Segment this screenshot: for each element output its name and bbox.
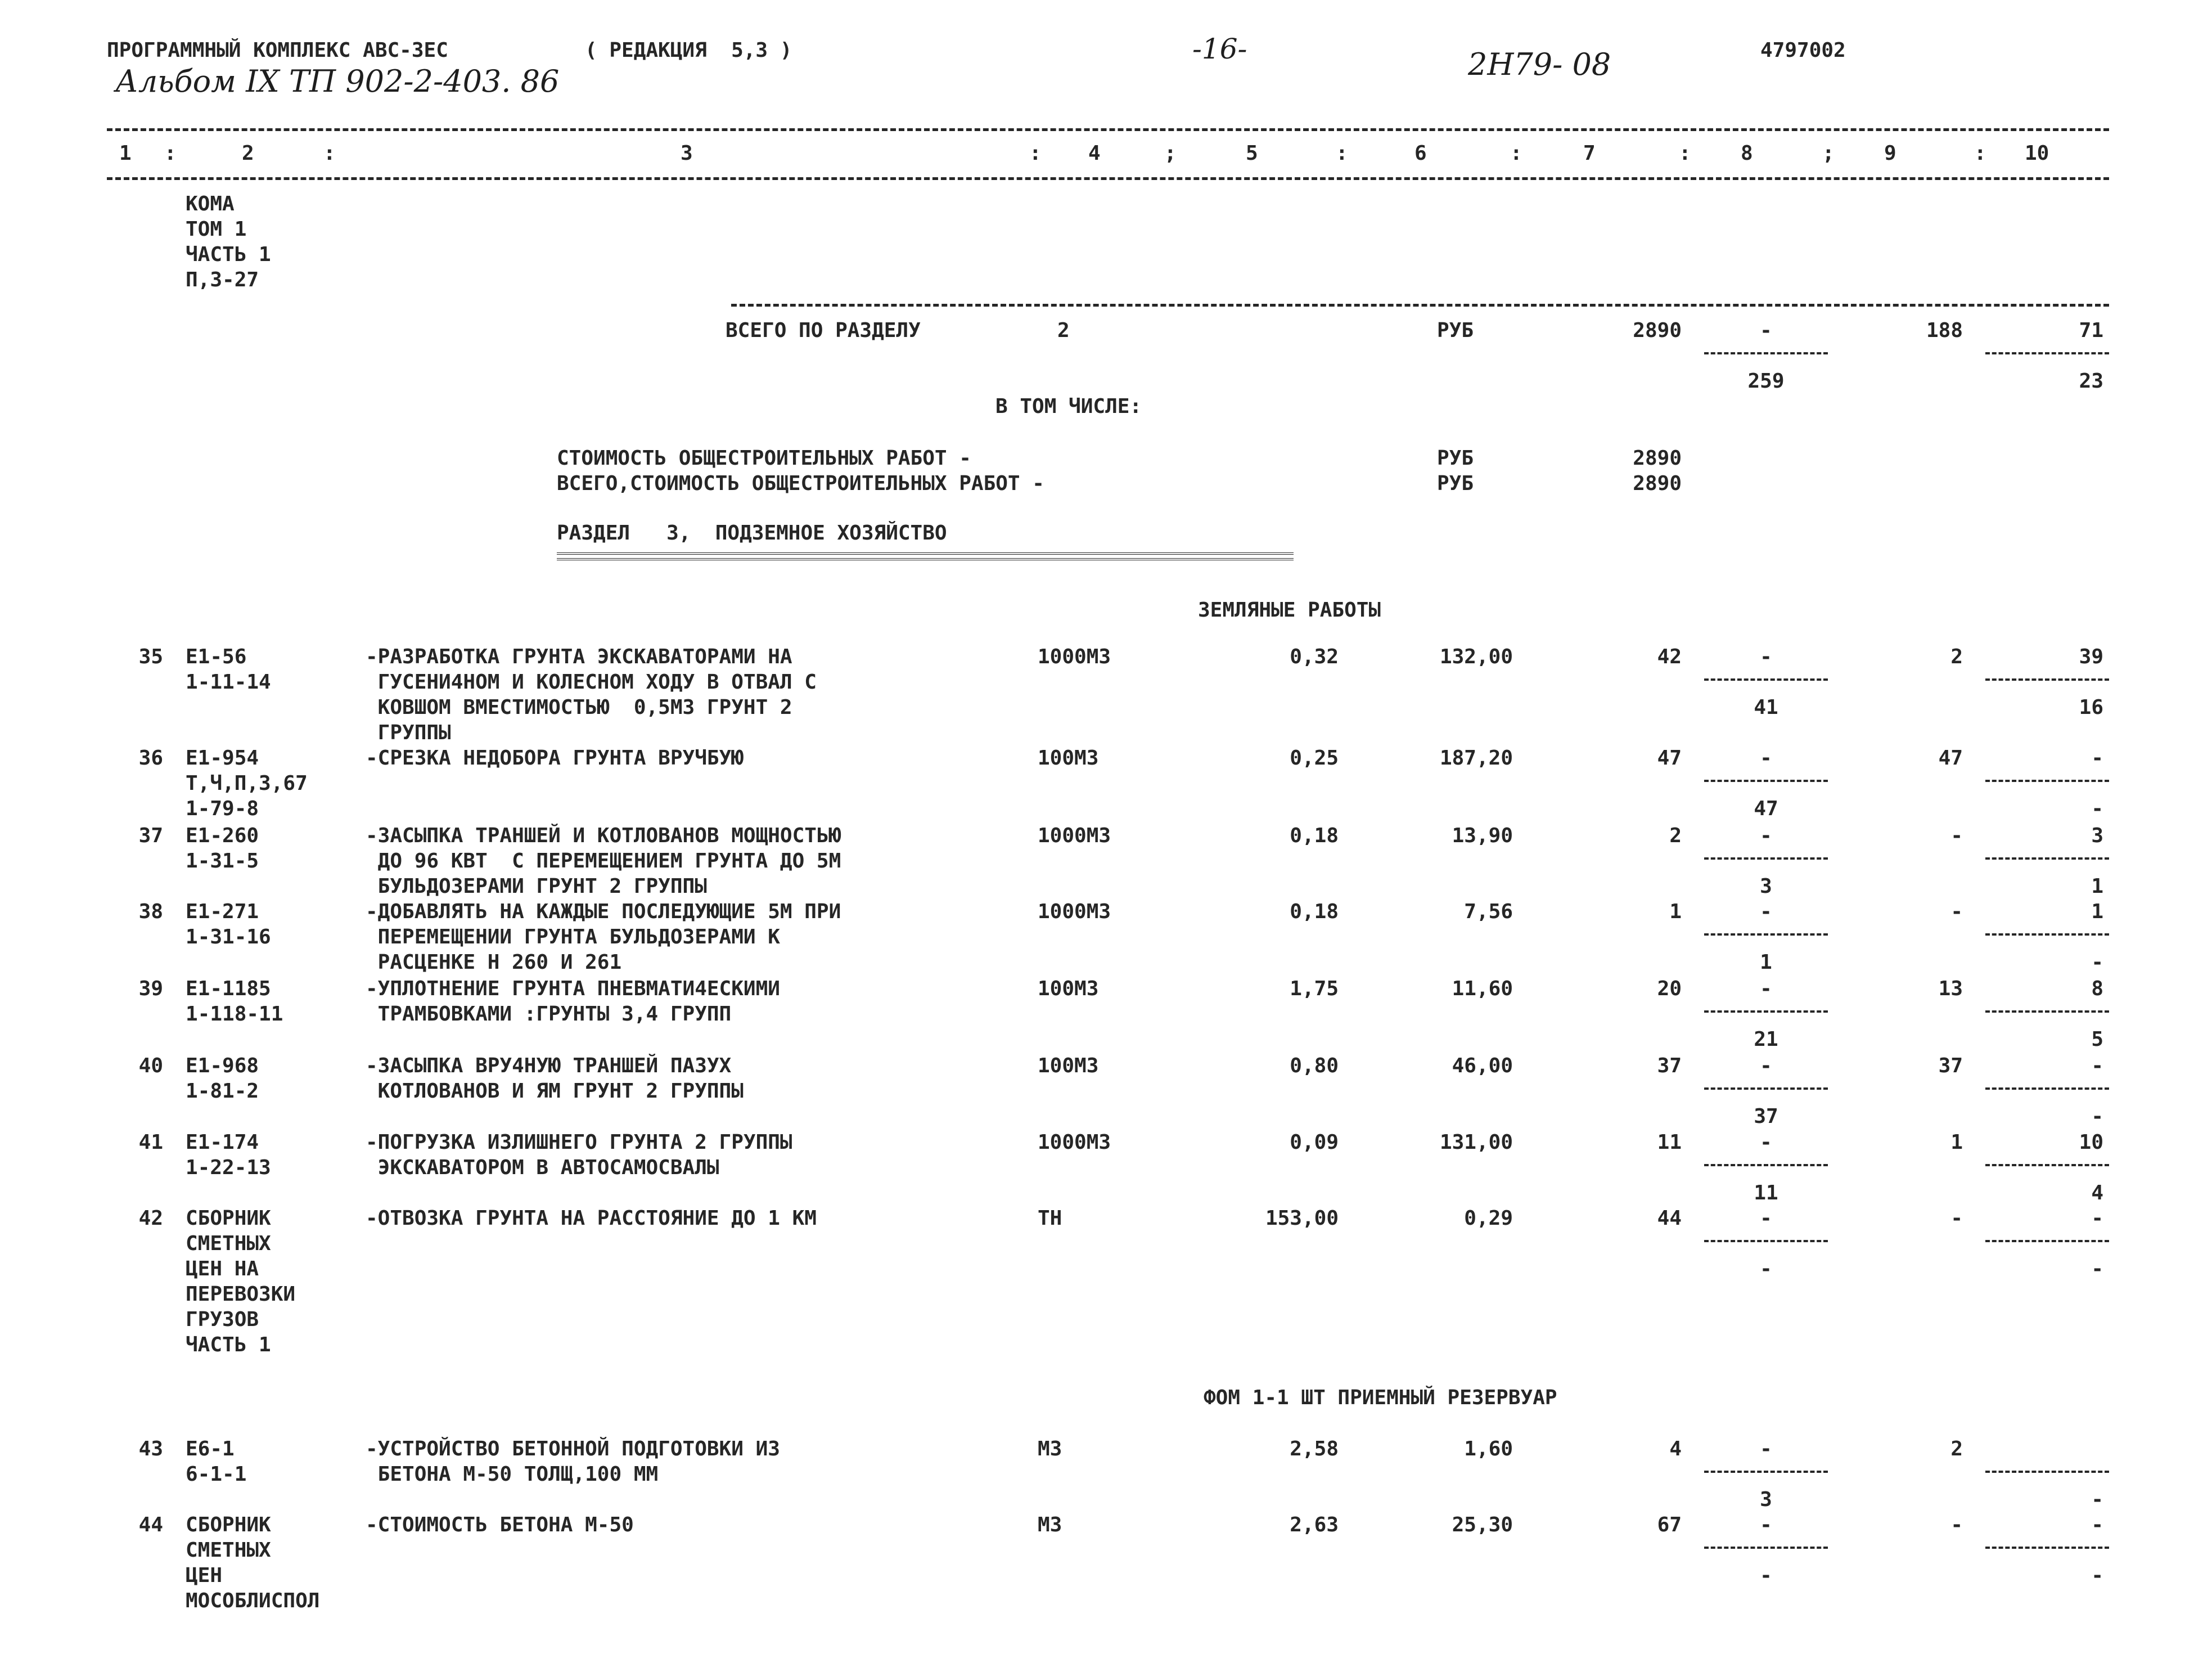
- row-number: 37: [138, 824, 163, 847]
- column-3: 3: [681, 142, 693, 165]
- row-col10-bottom: -: [2091, 1564, 2103, 1587]
- source-note-line: ТОМ 1: [186, 218, 247, 241]
- total-rule: [731, 304, 2109, 307]
- row-col10-top: 39: [2079, 645, 2103, 668]
- fraction-line: [1985, 1471, 2109, 1473]
- row-code: 1-81-2: [186, 1080, 259, 1103]
- row-col10-top: 8: [2091, 977, 2103, 1000]
- row-col9: 47: [1938, 747, 1963, 770]
- row-unit-price: 13,90: [1452, 824, 1513, 847]
- row-col10-bottom: 5: [2091, 1028, 2103, 1051]
- row-unit-price: 132,00: [1439, 645, 1513, 668]
- row-code: Е1-954: [186, 747, 259, 770]
- source-note-line: ЧАСТЬ 1: [186, 243, 271, 266]
- row-description: -УПЛОТНЕНИЕ ГРУНТА ПНЕВМАТИ4ЕСКИМИ: [366, 977, 780, 1000]
- row-number: 39: [138, 977, 163, 1000]
- fraction-line: [1985, 1240, 2109, 1242]
- page-number: -16-: [1192, 33, 1247, 65]
- row-code: Е1-174: [186, 1131, 259, 1154]
- row-unit: 1000М3: [1038, 900, 1111, 923]
- row-col8-bottom: 3: [1760, 1488, 1772, 1511]
- row-col8-bottom: 37: [1754, 1105, 1778, 1128]
- row-col10-bottom: 4: [2091, 1181, 2103, 1204]
- row-description: КОТЛОВАНОВ И ЯМ ГРУНТ 2 ГРУППЫ: [366, 1080, 744, 1103]
- row-col8-top: -: [1760, 747, 1772, 770]
- column-4: 4: [1088, 142, 1101, 165]
- section-title: РАЗДЕЛ 3, ПОДЗЕМНОЕ ХОЗЯЙСТВО: [557, 522, 947, 545]
- row-total: 2: [1669, 824, 1682, 847]
- fraction-line: [1985, 678, 2109, 681]
- row-code: СМЕТНЫХ: [186, 1232, 271, 1255]
- total-col7: 2890: [1633, 319, 1682, 342]
- row-col8-bottom: 1: [1760, 951, 1772, 974]
- row-col10-top: 10: [2079, 1131, 2103, 1154]
- row-col8-bottom: 41: [1754, 696, 1778, 719]
- separator: ;: [1822, 142, 1835, 165]
- row-quantity: 0,25: [1290, 747, 1339, 770]
- row-col9: -: [1950, 900, 1963, 923]
- row-quantity: 153,00: [1265, 1207, 1339, 1230]
- summary-unit: РУБ: [1437, 447, 1474, 470]
- row-unit: ТН: [1038, 1207, 1062, 1230]
- row-col8-bottom: 3: [1760, 875, 1772, 898]
- row-col8-bottom: 11: [1754, 1181, 1778, 1204]
- row-col8-top: -: [1760, 1207, 1772, 1230]
- summary-unit: РУБ: [1437, 472, 1474, 495]
- row-code: 1-22-13: [186, 1156, 271, 1179]
- row-col10-bottom: -: [2091, 951, 2103, 974]
- edition: ( РЕДАКЦИЯ 5,3 ): [585, 39, 792, 62]
- earthworks-heading: ЗЕМЛЯНЫЕ РАБОТЫ: [1198, 599, 1381, 622]
- row-code: Е6-1: [186, 1437, 235, 1460]
- row-description: ПЕРЕМЕЩЕНИИ ГРУНТА БУЛЬДОЗЕРАМИ К: [366, 925, 780, 949]
- row-col9: 37: [1938, 1054, 1963, 1077]
- separator: :: [1679, 142, 1691, 165]
- row-total: 42: [1657, 645, 1682, 668]
- column-1: 1: [119, 142, 132, 165]
- row-col8-bottom: 47: [1754, 797, 1778, 820]
- row-description: -РАЗРАБОТКА ГРУНТА ЭКСКАВАТОРАМИ НА: [366, 645, 792, 668]
- row-description: -ЗАСЫПКА ТРАНШЕЙ И КОТЛОВАНОВ МОЩНОСТЬЮ: [366, 824, 841, 847]
- fraction-line: [1985, 1087, 2109, 1090]
- row-description: -УСТРОЙСТВО БЕТОННОЙ ПОДГОТОВКИ ИЗ: [366, 1437, 780, 1460]
- source-note-line: КОМА: [186, 192, 235, 215]
- summary-label: ВСЕГО,СТОИМОСТЬ ОБЩЕСТРОИТЕЛЬНЫХ РАБОТ -: [557, 472, 1044, 495]
- fraction-line: [1704, 780, 1828, 782]
- row-unit-price: 11,60: [1452, 977, 1513, 1000]
- row-description: ДО 96 КВТ С ПЕРЕМЕЩЕНИЕМ ГРУНТА ДО 5М: [366, 850, 841, 873]
- row-description: РАСЦЕНКЕ Н 260 И 261: [366, 951, 622, 974]
- row-code: ЦЕН НА: [186, 1257, 259, 1280]
- row-unit-price: 131,00: [1439, 1131, 1513, 1154]
- source-note-line: П,3-27: [186, 268, 259, 291]
- row-quantity: 0,18: [1290, 824, 1339, 847]
- row-col8-bottom: -: [1760, 1257, 1772, 1280]
- row-quantity: 0,80: [1290, 1054, 1339, 1077]
- row-code: Е1-1185: [186, 977, 271, 1000]
- row-col8-bottom: 21: [1754, 1028, 1778, 1051]
- program-name: ПРОГРАММНЫЙ КОМПЛЕКС АВС-3ЕС: [107, 39, 448, 62]
- row-code: Е1-56: [186, 645, 247, 668]
- row-number: 44: [138, 1513, 163, 1536]
- row-description: -ДОБАВЛЯТЬ НА КАЖДЫЕ ПОСЛЕДУЮЩИЕ 5М ПРИ: [366, 900, 841, 923]
- row-col9: -: [1950, 1207, 1963, 1230]
- separator: :: [1974, 142, 1986, 165]
- row-description: ГУСЕНИ4НОМ И КОЛЕСНОМ ХОДУ В ОТВАЛ С: [366, 671, 817, 694]
- row-description: БУЛЬДОЗЕРАМИ ГРУНТ 2 ГРУППЫ: [366, 875, 707, 898]
- row-code: Е1-260: [186, 824, 259, 847]
- separator: :: [1336, 142, 1348, 165]
- row-col8-top: -: [1760, 1437, 1772, 1460]
- row-description: -ОТВОЗКА ГРУНТА НА РАССТОЯНИЕ ДО 1 КМ: [366, 1207, 817, 1230]
- row-col8-top: -: [1760, 900, 1772, 923]
- row-col10-top: -: [2091, 747, 2103, 770]
- row-col9: -: [1950, 1513, 1963, 1536]
- document-code: 4797002: [1760, 39, 1846, 62]
- row-total: 4: [1669, 1437, 1682, 1460]
- row-quantity: 2,58: [1290, 1437, 1339, 1460]
- row-unit: 1000М3: [1038, 645, 1111, 668]
- total-col10-bottom: 23: [2079, 370, 2103, 393]
- row-code: ПЕРЕВОЗКИ: [186, 1283, 296, 1306]
- row-col10-bottom: 1: [2091, 875, 2103, 898]
- row-code: 1-79-8: [186, 797, 259, 820]
- row-description: -ПОГРУЗКА ИЗЛИШНЕГО ГРУНТА 2 ГРУППЫ: [366, 1131, 792, 1154]
- summary-label: СТОИМОСТЬ ОБЩЕСТРОИТЕЛЬНЫХ РАБОТ -: [557, 447, 971, 470]
- total-col8-top: -: [1760, 319, 1772, 342]
- row-col9: 2: [1950, 1437, 1963, 1460]
- row-quantity: 0,09: [1290, 1131, 1339, 1154]
- fraction-line: [1704, 1547, 1828, 1549]
- fraction-line: [1704, 1164, 1828, 1166]
- row-quantity: 0,32: [1290, 645, 1339, 668]
- row-total: 20: [1657, 977, 1682, 1000]
- row-unit: М3: [1038, 1513, 1062, 1536]
- row-unit: 100М3: [1038, 977, 1099, 1000]
- row-number: 43: [138, 1437, 163, 1460]
- column-7: 7: [1583, 142, 1596, 165]
- row-description: ГРУППЫ: [366, 721, 451, 744]
- separator: :: [323, 142, 336, 165]
- column-5: 5: [1246, 142, 1258, 165]
- row-unit-price: 46,00: [1452, 1054, 1513, 1077]
- total-col9: 188: [1926, 319, 1963, 342]
- row-unit: 1000М3: [1038, 1131, 1111, 1154]
- row-col10-top: -: [2091, 1207, 2103, 1230]
- row-description: -СРЕЗКА НЕДОБОРА ГРУНТА ВРУЧБУЮ: [366, 747, 744, 770]
- row-code: ГРУЗОВ: [186, 1308, 259, 1331]
- row-code: 1-11-14: [186, 671, 271, 694]
- total-unit: РУБ: [1437, 319, 1474, 342]
- column-10: 10: [2025, 142, 2049, 165]
- row-col8-top: -: [1760, 1131, 1772, 1154]
- summary-value: 2890: [1633, 447, 1682, 470]
- separator: :: [164, 142, 177, 165]
- total-col8-bottom: 259: [1747, 370, 1785, 393]
- row-col10-bottom: -: [2091, 797, 2103, 820]
- fraction-line: [1985, 1010, 2109, 1013]
- row-col9: 1: [1950, 1131, 1963, 1154]
- row-col8-top: -: [1760, 1054, 1772, 1077]
- fraction-line: [1704, 1240, 1828, 1242]
- separator: :: [1029, 142, 1042, 165]
- header-rule-bottom: [107, 177, 2109, 180]
- row-code: 6-1-1: [186, 1463, 247, 1486]
- row-col10-bottom: -: [2091, 1257, 2103, 1280]
- row-col10-top: 1: [2091, 900, 2103, 923]
- fraction-line: [1704, 1010, 1828, 1013]
- separator: ;: [1164, 142, 1177, 165]
- row-code: 1-31-16: [186, 925, 271, 949]
- row-unit: 100М3: [1038, 1054, 1099, 1077]
- row-col9: -: [1950, 824, 1963, 847]
- row-code: 1-118-11: [186, 1003, 283, 1026]
- row-quantity: 0,18: [1290, 900, 1339, 923]
- header-rule-top: [107, 128, 2109, 131]
- row-col10-top: 3: [2091, 824, 2103, 847]
- row-number: 40: [138, 1054, 163, 1077]
- row-code: МОСОБЛИСПОЛ: [186, 1589, 320, 1612]
- row-quantity: 1,75: [1290, 977, 1339, 1000]
- row-total: 37: [1657, 1054, 1682, 1077]
- row-unit: 1000М3: [1038, 824, 1111, 847]
- row-unit-price: 0,29: [1464, 1207, 1513, 1230]
- document-number: 2Н79- 08: [1468, 47, 1611, 82]
- row-unit-price: 1,60: [1464, 1437, 1513, 1460]
- row-col10-bottom: 16: [2079, 696, 2103, 719]
- row-total: 44: [1657, 1207, 1682, 1230]
- album-handwritten: Альбом IX ТП 902-2-403. 86: [115, 64, 560, 99]
- row-col8-bottom: -: [1760, 1564, 1772, 1587]
- row-total: 47: [1657, 747, 1682, 770]
- row-col8-top: -: [1760, 1513, 1772, 1536]
- row-description: ЭКСКАВАТОРОМ В АВТОСАМОСВАЛЫ: [366, 1156, 719, 1179]
- row-col10-bottom: -: [2091, 1488, 2103, 1511]
- row-col9: 13: [1938, 977, 1963, 1000]
- row-col10-top: -: [2091, 1513, 2103, 1536]
- row-code: СБОРНИК: [186, 1207, 271, 1230]
- row-description: КОВШОМ ВМЕСТИМОСТЬЮ 0,5М3 ГРУНТ 2: [366, 696, 792, 719]
- row-code: СМЕТНЫХ: [186, 1539, 271, 1562]
- separator: :: [1510, 142, 1522, 165]
- row-description: -ЗАСЫПКА ВРУ4НУЮ ТРАНШЕЙ ПАЗУХ: [366, 1054, 732, 1077]
- row-total: 11: [1657, 1131, 1682, 1154]
- summary-value: 2890: [1633, 472, 1682, 495]
- fraction-line: [1704, 857, 1828, 860]
- row-code: ЦЕН: [186, 1564, 223, 1587]
- total-section: 2: [1057, 319, 1070, 342]
- row-col10-bottom: -: [2091, 1105, 2103, 1128]
- fraction-line: [1704, 1087, 1828, 1090]
- fraction-line: [1985, 1547, 2109, 1549]
- row-col9: 2: [1950, 645, 1963, 668]
- row-code: Е1-271: [186, 900, 259, 923]
- fraction-line: [1985, 352, 2109, 354]
- row-unit: 100М3: [1038, 747, 1099, 770]
- row-col8-top: -: [1760, 977, 1772, 1000]
- row-code: Т,Ч,П,3,67: [186, 772, 308, 795]
- row-description: -СТОИМОСТЬ БЕТОНА М-50: [366, 1513, 634, 1536]
- section-title-underline: [557, 552, 1294, 560]
- row-code: ЧАСТЬ 1: [186, 1333, 271, 1356]
- fraction-line: [1704, 1471, 1828, 1473]
- row-unit-price: 187,20: [1439, 747, 1513, 770]
- total-label: ВСЕГО ПО РАЗДЕЛУ: [726, 319, 921, 342]
- row-col10-top: -: [2091, 1054, 2103, 1077]
- row-number: 41: [138, 1131, 163, 1154]
- row-unit-price: 25,30: [1452, 1513, 1513, 1536]
- row-number: 42: [138, 1207, 163, 1230]
- fraction-line: [1985, 933, 2109, 936]
- column-6: 6: [1414, 142, 1427, 165]
- fraction-line: [1704, 933, 1828, 936]
- row-description: БЕТОНА М-50 ТОЛЩ,100 ММ: [366, 1463, 659, 1486]
- row-code: 1-31-5: [186, 850, 259, 873]
- row-number: 38: [138, 900, 163, 923]
- row-code: СБОРНИК: [186, 1513, 271, 1536]
- row-quantity: 2,63: [1290, 1513, 1339, 1536]
- foundation-heading: ФОМ 1-1 ШТ ПРИЕМНЫЙ РЕЗЕРВУАР: [1204, 1386, 1557, 1409]
- row-unit: М3: [1038, 1437, 1062, 1460]
- row-number: 35: [138, 645, 163, 668]
- fraction-line: [1704, 352, 1828, 354]
- column-9: 9: [1884, 142, 1896, 165]
- row-col8-top: -: [1760, 824, 1772, 847]
- row-total: 1: [1669, 900, 1682, 923]
- fraction-line: [1985, 780, 2109, 782]
- row-total: 67: [1657, 1513, 1682, 1536]
- row-description: ТРАМБОВКАМИ :ГРУНТЫ 3,4 ГРУПП: [366, 1003, 732, 1026]
- fraction-line: [1704, 678, 1828, 681]
- fraction-line: [1985, 1164, 2109, 1166]
- row-code: Е1-968: [186, 1054, 259, 1077]
- fraction-line: [1985, 857, 2109, 860]
- column-8: 8: [1741, 142, 1753, 165]
- column-2: 2: [242, 142, 254, 165]
- row-col8-top: -: [1760, 645, 1772, 668]
- row-number: 36: [138, 747, 163, 770]
- row-unit-price: 7,56: [1464, 900, 1513, 923]
- including-heading: В ТОМ ЧИСЛЕ:: [995, 395, 1142, 418]
- total-col10-top: 71: [2079, 319, 2103, 342]
